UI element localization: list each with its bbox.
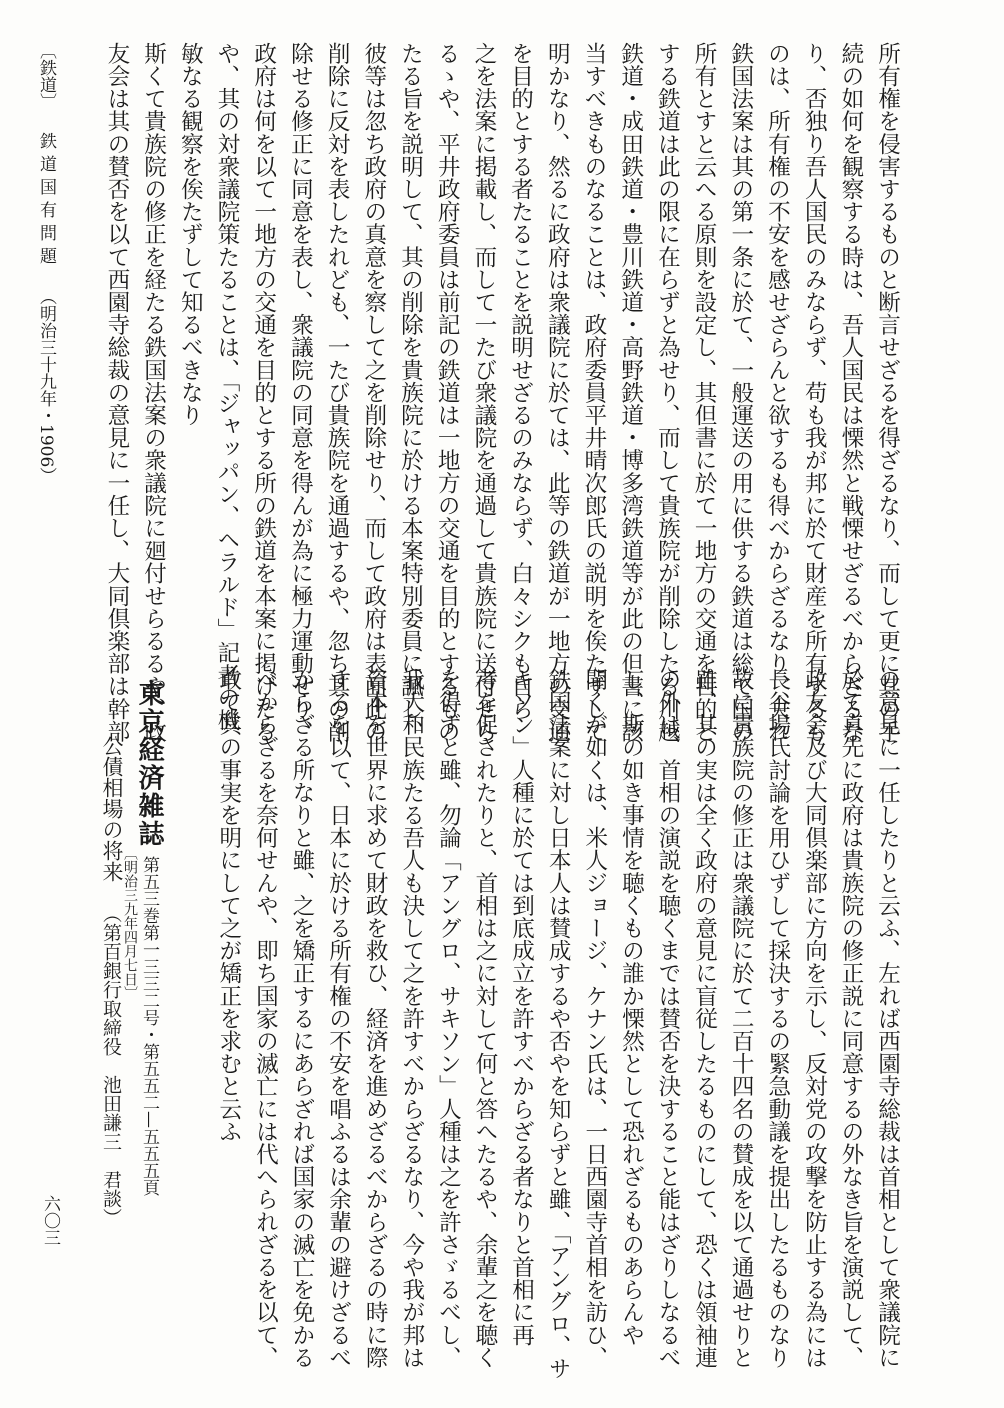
- text-column: する鉄道は此の限に在らずと為せり、而して貴族院が削除したる川越: [654, 42, 681, 743]
- text-column: 之を法案に掲載し、而して一たび衆議院を通過して貴族院に送付せら: [470, 42, 497, 743]
- text-column: を目的とする者たることを説明せざるのみならず、白々シクも自ら: [507, 42, 534, 720]
- text-column: 削除に反対を表したれども、一たび貴族院を通過するや、忽ち其の削: [324, 42, 351, 743]
- text-column: 彼等は忽ち政府の真意を察して之を削除せり、而して政府は表面此の: [360, 42, 387, 743]
- page-number: 六〇三: [40, 1195, 60, 1246]
- text-column: たる旨を説明して、其の削除を貴族院に於ける本案特別委員に諷し、: [397, 42, 424, 743]
- article-author: （第百銀行取締役 池田謙三 君談）: [100, 904, 122, 1227]
- text-column: 鉄国法案は其の第一条に於て、一般運送の用に供する鉄道は総て国の: [727, 42, 754, 743]
- text-column: 政府は何を以て一地方の交通を目的とする所の鉄道を本案に掲げたる: [250, 42, 277, 743]
- text-column: 続の如何を観察する時は、吾人国民は慄然と戦慄せざるべからざるな: [837, 42, 864, 743]
- article-title: 公債相場の将来: [100, 735, 124, 882]
- text-column: や、其の対衆議院策たることは、「ジャッパン、ヘラルド」記者の機: [213, 42, 240, 732]
- text-column: 当すべきものなることは、政府委員平井晴次郎氏の説明を俟たずして: [580, 42, 607, 743]
- text-column: からざる所なりと雖、之を矯正するにあらざれば国家の滅亡を免かる: [288, 668, 315, 1369]
- text-column: 敏なる観察を俟たずして知るべきなり: [177, 42, 204, 427]
- text-column: り、否独り吾人国民のみならず、苟も我が邦に於て財産を所有するも: [801, 42, 828, 743]
- text-column: 鉄道・成田鉄道・豊川鉄道・高野鉄道・博多湾鉄道等が此の但書に該: [617, 42, 644, 743]
- section-footer: [37, 42, 54, 484]
- text-column: するを以て、日本に於ける所有権の不安を唱ふるは余輩の避けざるべ: [325, 668, 352, 1369]
- section-label: 〔鉄道〕: [36, 42, 56, 110]
- text-column: 鉄国法案に対し日本人は賛成するや否やを知らずと雖、「アングロ、サ: [545, 668, 572, 1380]
- journal-issue-date: 〔明治三九年四月七日〕: [122, 846, 138, 1000]
- text-column: 敢て其の事実を明にして之が矯正を求むと云ふ: [215, 668, 242, 1143]
- text-column: 長谷場氏討論を用ひずして採決するの緊急動議を提出したるものなり: [764, 668, 791, 1369]
- text-column: 明かなり、然るに政府は衆議院に於ては、此等の鉄道が一地方の交通: [544, 42, 571, 743]
- text-column: べからざるを奈何せんや、即ち国家の滅亡には代へられざるを以て、: [252, 668, 279, 1369]
- text-column: るゝや、平井政府委員は前記の鉄道は一地方の交通を目的とするもの: [434, 42, 461, 743]
- text-column: 故に貴族院の修正は衆議院に於て二百十四名の賛成を以て通過せりと: [728, 668, 755, 1369]
- text-column: 資本を世界に求めて財政を救ひ、経済を進めざるべからざるの時に際: [362, 668, 389, 1369]
- text-column: の意見に一任したりと云ふ、左れば西園寺総裁は首相として衆議院に: [874, 668, 901, 1369]
- text-column: の外は、首相の演説を聴くまでは賛否を決すること能はざりしなるべ: [654, 668, 681, 1369]
- text-column: し、斯の如き事情を聴くもの誰か慄然として恐れざるものあらんや: [618, 668, 645, 1346]
- text-column: 政友会及び大同倶楽部に方向を示し、反対党の攻撃を防止する為には: [801, 668, 828, 1369]
- journal-issue: 第五三巻第一三三二号・第五五二—五五五頁: [139, 856, 159, 1196]
- text-column: 聞くが如くは、米人ジョージ、ケナン氏は、一日西園寺首相を訪ひ、: [581, 668, 608, 1369]
- text-column: 斯くて貴族院の修正を経たる鉄国法案の衆議院に廻付せらるるや、政: [140, 42, 167, 743]
- text-column: 於て真先に政府は貴族院の修正説に同意するの外なき旨を演説して、: [837, 668, 864, 1369]
- text-column: 所有とすと云へる原則を設定し、其但書に於て一地方の交通を目的と: [691, 42, 718, 743]
- text-column: キソン」人種に於ては到底成立を許すべからざる者なりと首相に再: [508, 668, 535, 1346]
- text-column: 友会は其の賛否を以て西園寺総裁の意見に一任し、大同倶楽部は幹部: [103, 42, 130, 743]
- text-column: 雖、其の実は全く政府の意見に盲従したるものにして、恐くは領袖連: [691, 668, 718, 1369]
- text-column: 所有権を侵害するものと断言せざるを得ざるなり、而して更に其の手: [874, 42, 901, 743]
- text-column: 除せる修正に同意を表し、衆議院の同意を得んが為に極力運動せり、: [287, 42, 314, 743]
- text-column: のは、所有権の不安を感せざらんと欲するも得べからざるなり、夫れ: [764, 42, 791, 743]
- text-column: 我大和民族たる吾人も決して之を許すべからざるなり、今や我が邦は: [398, 668, 425, 1369]
- section-date: （明治三十九年・1906）: [36, 288, 56, 485]
- text-column: 考を促されたりと、首相は之に対して何と答へたるや、余輩之を聴く: [471, 668, 498, 1369]
- section-title: 鉄道国有問題: [36, 132, 56, 270]
- journal-name: 東京経済雑誌: [134, 680, 164, 848]
- text-column: を得ずと雖、勿論「アングロ、サキソン」人種は之を許さゞるべし、: [435, 668, 462, 1369]
